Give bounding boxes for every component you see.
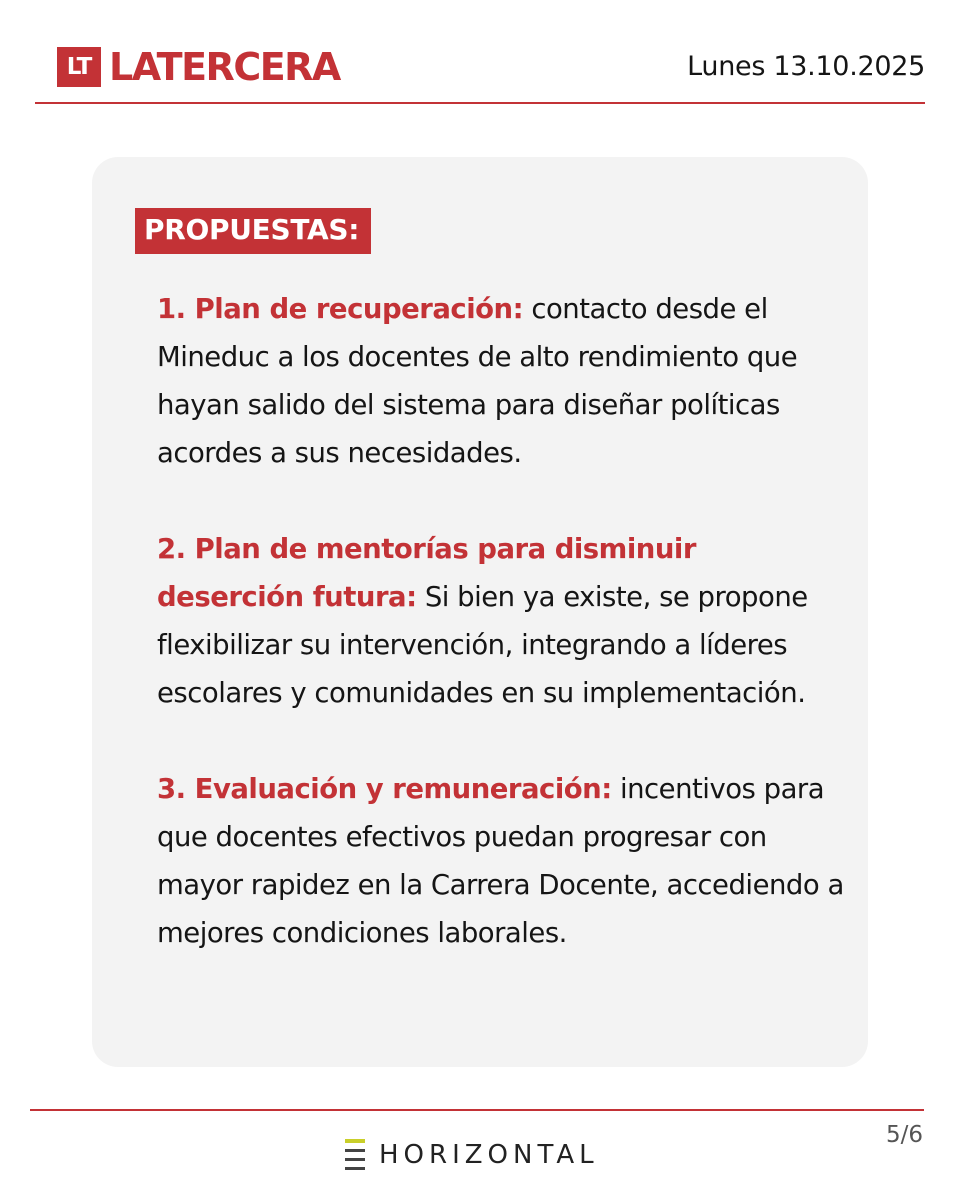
proposal-title: 3. Evaluación y remuneración: (157, 773, 612, 805)
proposal-title: 1. Plan de recuperación: (157, 293, 524, 325)
horizontal-brand (345, 1138, 599, 1172)
proposal-item (157, 525, 847, 717)
publication-date: Lunes 13.10.2025 (687, 51, 925, 82)
proposal-item (157, 285, 847, 477)
proposal-item (157, 765, 847, 957)
proposals-badge: PROPUESTAS: (135, 208, 371, 254)
page-number: 5/6 (885, 1122, 923, 1148)
logo-wordmark: LATERCERA (109, 45, 340, 89)
footer-divider (30, 1109, 924, 1111)
proposals-list (157, 285, 847, 957)
proposals-card (92, 157, 868, 1067)
proposal-title: 2. Plan de mentorías para disminuir deserción futura: (157, 533, 696, 613)
horizontal-lines-icon (345, 1138, 365, 1172)
proposal-text: Si bien ya existe, se propone flexibilizar su intervención, integrando a líderes escolares y comunidades en su implementación. (157, 581, 808, 709)
brand-wordmark: HORIZONTAL (379, 1140, 599, 1170)
page-header (35, 40, 925, 104)
proposal-text: incentivos para que docentes efectivos puedan progresar con mayor rapidez en la Carrera Docente, accediendo a mejores condiciones laborales. (157, 773, 844, 949)
logo-mark: LT (57, 47, 101, 87)
proposal-text: contacto desde el Mineduc a los docentes de alto rendimiento que hayan salido del sistema para diseñar políticas acordes a sus necesidades. (157, 293, 798, 469)
latercera-logo (57, 47, 340, 87)
